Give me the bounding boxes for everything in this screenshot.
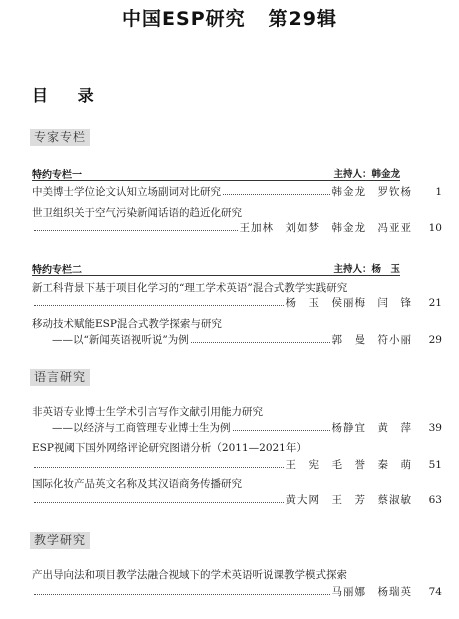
toc-entry-title[interactable]: 非英语专业博士生学术引言写作文献引用能力研究	[32, 406, 263, 418]
special-column-1-label: 特约专栏一	[32, 170, 82, 181]
toc-entry-title[interactable]: ESP视阈下国外网络评论研究图谱分析（2011—2021年）	[32, 442, 307, 454]
section-teaching: 教学研究	[30, 532, 90, 549]
toc-entry[interactable]: 杨 玉 侯丽梅 闫 锋 21	[32, 295, 442, 309]
toc-entry[interactable]: 马丽娜 杨瑞英 74	[32, 584, 442, 598]
toc-entry[interactable]: ——以经济与工商管理专业博士生为例 杨静宜 黄 萍 39	[52, 422, 442, 434]
toc-entry[interactable]: ——以“新闻英语视听说”为例 郭 曼 符小丽 29	[52, 334, 442, 346]
divider	[32, 180, 400, 181]
toc-entry[interactable]: 中美博士学位论文认知立场副词对比研究 韩金龙 罗钦杨 1	[32, 186, 442, 198]
toc-entry[interactable]: 黄大网 王 芳 蔡淑敏 63	[32, 492, 442, 506]
divider	[32, 275, 400, 276]
journal-issue: 第29辑	[268, 8, 337, 30]
toc-title: 目 录	[32, 86, 106, 105]
journal-title: 中国ESP研究	[122, 8, 246, 30]
special-column-1-host: 主持人：韩金龙	[333, 169, 400, 180]
special-column-2-host: 主持人：杨 玉	[333, 264, 400, 275]
toc-entry-title[interactable]: 世卫组织关于空气污染新闻话语的趋近化研究	[32, 207, 242, 219]
special-column-2-label: 特约专栏二	[32, 265, 82, 276]
journal-header	[0, 4, 459, 31]
section-expert: 专家专栏	[30, 129, 90, 146]
toc-entry[interactable]: 王 宪 毛 誉 秦 萌 51	[32, 457, 442, 471]
toc-entry-title[interactable]: 移动技术赋能ESP混合式教学探索与研究	[32, 318, 222, 330]
toc-entry-title[interactable]: 新工科背景下基于项目化学习的“理工学术英语”混合式教学实践研究	[32, 282, 348, 294]
toc-entry-title[interactable]: 产出导向法和项目教学法融合视域下的学术英语听说课教学模式探索	[32, 569, 347, 581]
section-language: 语言研究	[30, 369, 90, 386]
toc-entry-title[interactable]: 国际化妆产品英文名称及其汉语商务传播研究	[32, 478, 242, 490]
toc-entry[interactable]: 王加林 刘如梦 韩金龙 冯亚亚 10	[32, 220, 442, 234]
